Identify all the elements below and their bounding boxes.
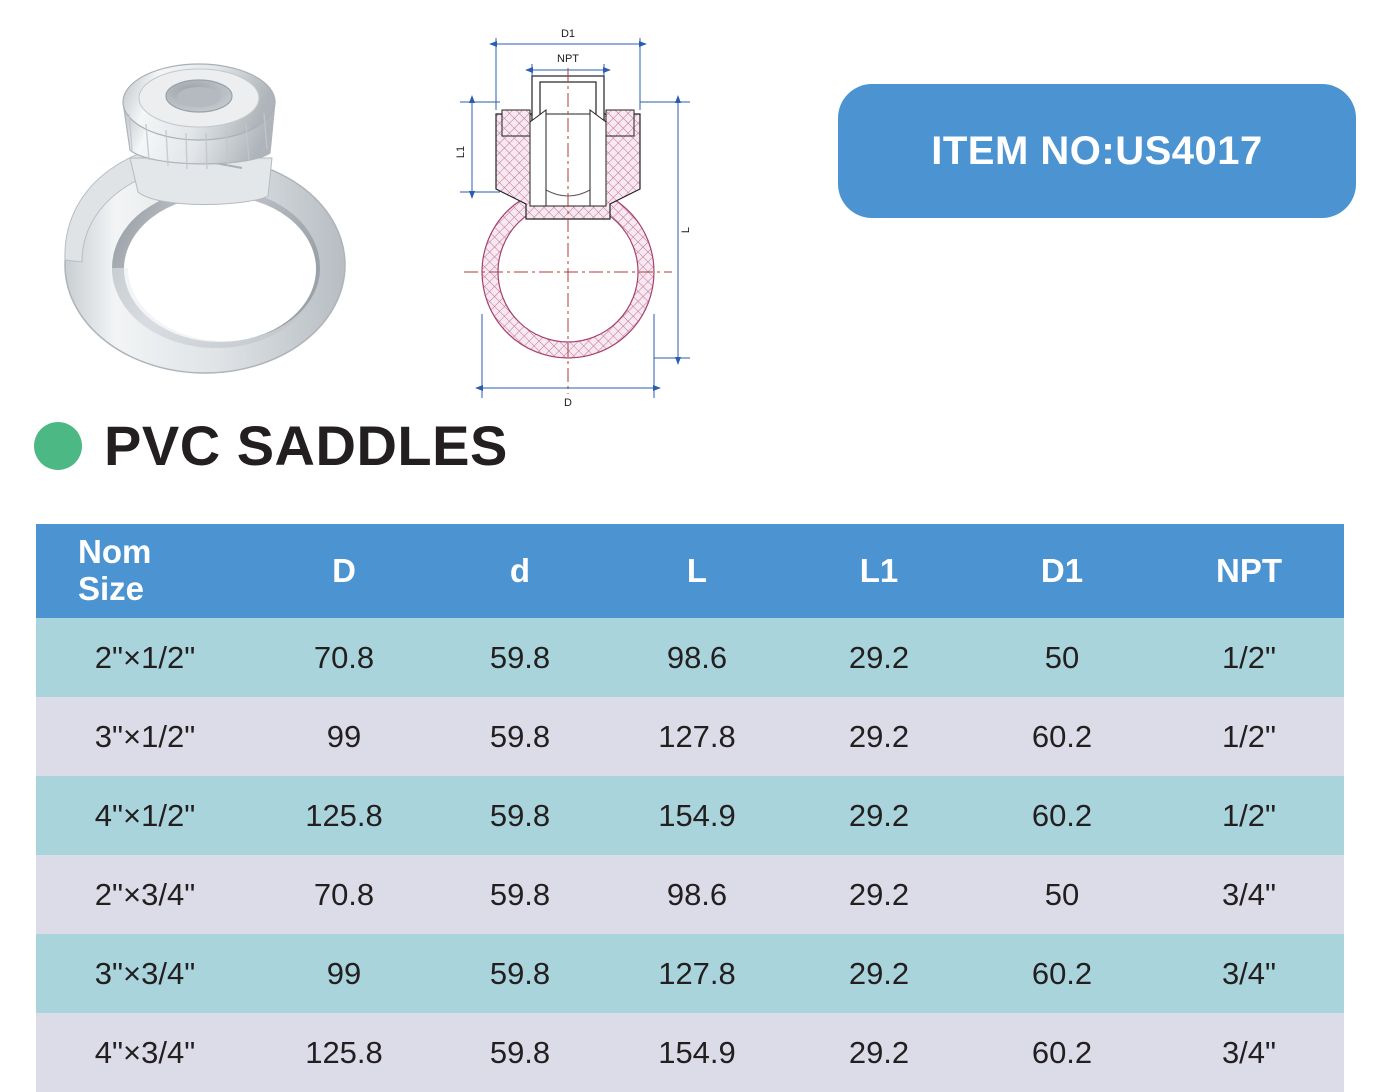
table-row <box>36 855 1344 934</box>
cell-l: 127.8 <box>606 697 788 776</box>
cell-l1: 29.2 <box>788 618 970 697</box>
table-row <box>36 1013 1344 1092</box>
cell-nom-size: 3"×1/2" <box>36 697 254 776</box>
cell-npt: 1/2" <box>1154 776 1344 855</box>
cell-dd: 59.8 <box>434 934 606 1013</box>
cell-l1: 29.2 <box>788 855 970 934</box>
cell-d1: 50 <box>970 855 1154 934</box>
cell-d: 125.8 <box>254 1013 434 1092</box>
section-title <box>34 414 508 477</box>
cell-d: 70.8 <box>254 618 434 697</box>
cell-l: 98.6 <box>606 618 788 697</box>
cell-npt: 3/4" <box>1154 934 1344 1013</box>
page-title: PVC SADDLES <box>104 414 508 477</box>
cell-l1: 29.2 <box>788 1013 970 1092</box>
cell-dd: 59.8 <box>434 776 606 855</box>
cell-dd: 59.8 <box>434 618 606 697</box>
cell-d: 99 <box>254 934 434 1013</box>
cell-l1: 29.2 <box>788 776 970 855</box>
technical-drawing <box>450 14 780 414</box>
specification-table <box>36 524 1344 1092</box>
item-number-text: ITEM NO:US4017 <box>931 128 1263 173</box>
cell-npt: 3/4" <box>1154 855 1344 934</box>
label-l1: L1 <box>455 145 467 159</box>
cell-npt: 3/4" <box>1154 1013 1344 1092</box>
label-l: L <box>680 226 692 234</box>
cell-d1: 60.2 <box>970 776 1154 855</box>
cell-nom-size: 2"×3/4" <box>36 855 254 934</box>
cell-d1: 50 <box>970 618 1154 697</box>
cell-dd: 59.8 <box>434 697 606 776</box>
cell-d: 99 <box>254 697 434 776</box>
cell-d: 125.8 <box>254 776 434 855</box>
column-header-dd: d <box>434 524 606 618</box>
dimension-drawing <box>450 14 780 414</box>
column-header-d: D <box>254 524 434 618</box>
label-npt: NPT <box>557 53 579 65</box>
column-header-d1: D1 <box>970 524 1154 618</box>
saddle-cap <box>123 64 275 169</box>
label-d-bottom: D <box>564 397 572 409</box>
cell-l1: 29.2 <box>788 697 970 776</box>
cell-d1: 60.2 <box>970 934 1154 1013</box>
cell-nom-size: 3"×3/4" <box>36 934 254 1013</box>
table-row <box>36 776 1344 855</box>
cell-npt: 1/2" <box>1154 618 1344 697</box>
bullet-dot-icon <box>34 422 82 470</box>
cell-d1: 60.2 <box>970 697 1154 776</box>
cell-l1: 29.2 <box>788 934 970 1013</box>
label-d1-top: D1 <box>560 28 576 40</box>
nom-line-1: Nom <box>78 533 152 571</box>
column-header-l1: L1 <box>788 524 970 618</box>
cell-d1: 60.2 <box>970 1013 1154 1092</box>
cell-l: 154.9 <box>606 776 788 855</box>
cell-nom-size: 4"×1/2" <box>36 776 254 855</box>
cell-npt: 1/2" <box>1154 697 1344 776</box>
nom-line-2: Size <box>78 570 145 607</box>
cell-d: 70.8 <box>254 855 434 934</box>
cell-dd: 59.8 <box>434 855 606 934</box>
pvc-saddle-illustration <box>20 10 440 410</box>
table-row <box>36 618 1344 697</box>
column-header-nom-size <box>36 524 254 618</box>
cell-nom-size: 2"×1/2" <box>36 618 254 697</box>
table-row <box>36 934 1344 1013</box>
column-header-npt: NPT <box>1154 524 1344 618</box>
product-photo <box>20 10 440 410</box>
top-section <box>0 0 1381 420</box>
item-number-badge <box>838 84 1356 218</box>
cell-l: 127.8 <box>606 934 788 1013</box>
column-header-l: L <box>606 524 788 618</box>
cell-dd: 59.8 <box>434 1013 606 1092</box>
cell-nom-size: 4"×3/4" <box>36 1013 254 1092</box>
cell-l: 98.6 <box>606 855 788 934</box>
cell-l: 154.9 <box>606 1013 788 1092</box>
table-row <box>36 697 1344 776</box>
table-header-row <box>36 524 1344 618</box>
